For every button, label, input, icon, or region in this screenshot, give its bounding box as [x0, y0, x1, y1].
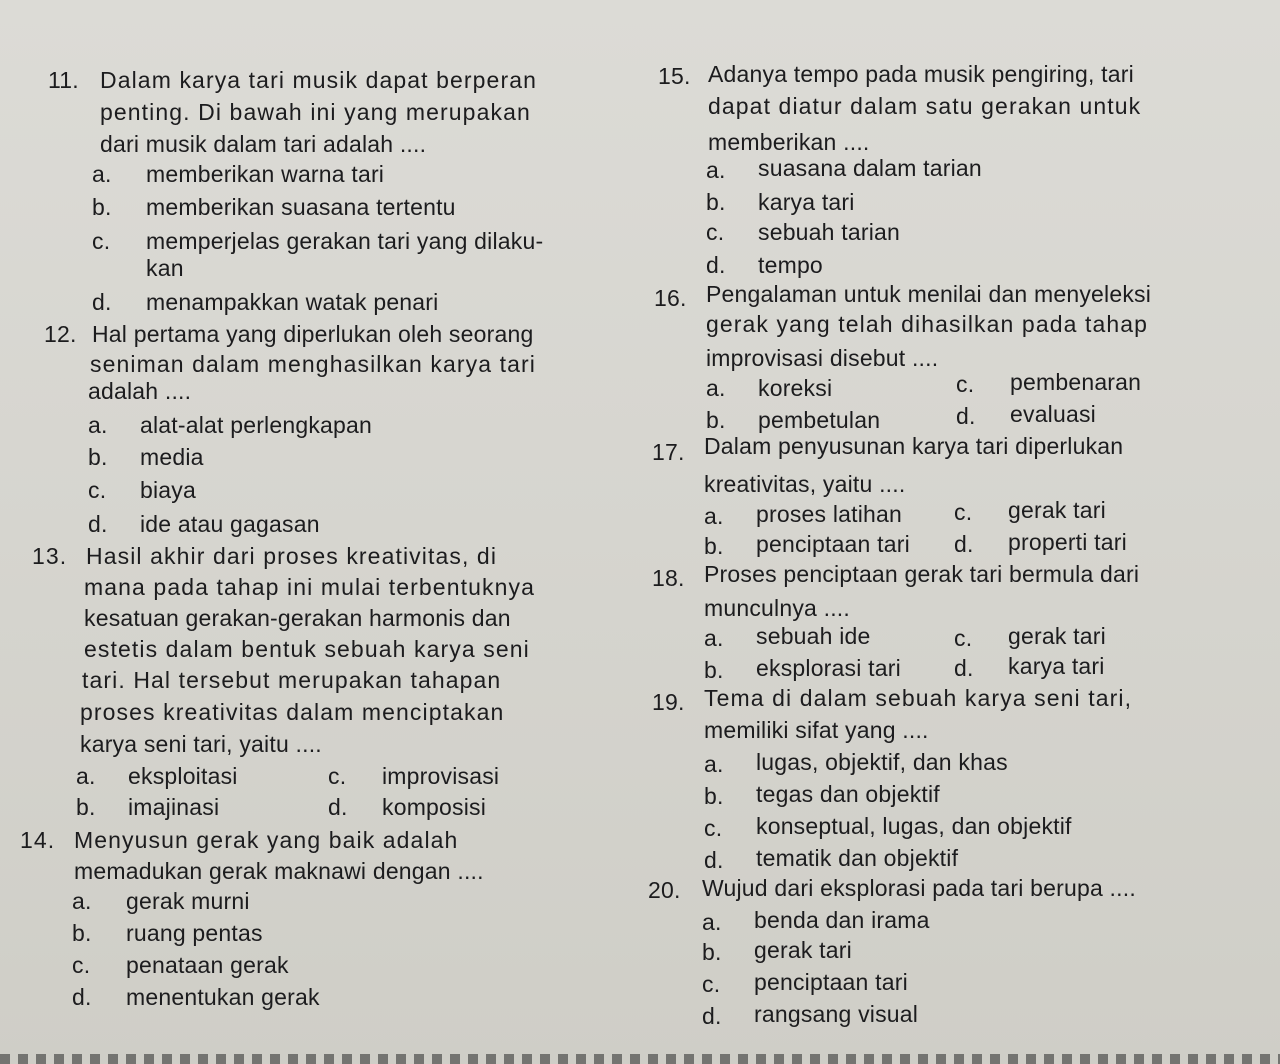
option-letter: a.	[706, 375, 726, 401]
option-text: menampakkan watak penari	[146, 289, 439, 315]
option-letter: a.	[704, 503, 724, 529]
question-number: 14.	[20, 827, 56, 853]
option-letter: c.	[88, 477, 107, 503]
option-text: gerak tari	[754, 937, 852, 963]
option-letter: d.	[88, 511, 108, 537]
question-stem-line: seniman dalam menghasilkan karya tari	[90, 351, 536, 377]
question-stem-line: proses kreativitas dalam menciptakan	[80, 699, 505, 725]
option-text: imajinasi	[128, 794, 220, 820]
option-text: konseptual, lugas, dan objektif	[756, 813, 1072, 839]
option-text: properti tari	[1008, 529, 1127, 555]
option-letter: a.	[72, 888, 92, 914]
option-letter: c.	[92, 228, 111, 254]
option-letter: b.	[704, 533, 724, 559]
option-text: gerak murni	[126, 888, 250, 914]
option-letter: c.	[706, 219, 725, 245]
option-text: penciptaan tari	[754, 969, 908, 995]
option-text: memberikan warna tari	[146, 161, 385, 187]
option-text: karya tari	[758, 189, 855, 215]
question-stem-line: tari. Hal tersebut merupakan tahapan	[82, 667, 502, 693]
question-stem-line: Hasil akhir dari proses kreativitas, di	[86, 543, 498, 569]
question-stem-line: Tema di dalam sebuah karya seni tari,	[704, 685, 1133, 711]
option-letter: b.	[706, 407, 726, 433]
question-number: 17.	[652, 439, 685, 465]
option-text: media	[140, 444, 204, 470]
option-text: tegas dan objektif	[756, 781, 940, 807]
option-letter: d.	[328, 794, 348, 820]
option-text: gerak tari	[1008, 623, 1106, 649]
option-letter: d.	[702, 1003, 722, 1029]
option-letter: c.	[702, 971, 721, 997]
question-stem-line: Dalam karya tari musik dapat berperan	[100, 67, 537, 93]
question-stem-line: mana pada tahap ini mulai terbentuknya	[84, 574, 535, 600]
question-stem-line: penting. Di bawah ini yang merupakan	[100, 99, 531, 125]
question-stem-line: memberikan ....	[708, 129, 870, 155]
option-letter: c.	[704, 815, 723, 841]
option-text-continuation: kan	[146, 255, 184, 281]
question-number: 15.	[658, 63, 691, 89]
option-letter: d.	[956, 403, 976, 429]
question-number: 16.	[654, 285, 687, 311]
option-text: proses latihan	[756, 501, 902, 527]
option-text: eksploitasi	[128, 763, 238, 789]
question-stem-line: munculnya ....	[704, 595, 850, 621]
question-stem-line: Proses penciptaan gerak tari bermula dari	[704, 561, 1140, 587]
option-text: tempo	[758, 252, 823, 278]
question-number: 18.	[652, 565, 685, 591]
option-letter: a.	[76, 763, 96, 789]
question-stem-line: kreativitas, yaitu ....	[704, 471, 906, 497]
question-number: 11.	[48, 67, 79, 93]
question-stem-line: estetis dalam bentuk sebuah karya seni	[84, 636, 530, 662]
question-stem-line: Pengalaman untuk menilai dan menyeleksi	[706, 281, 1152, 307]
option-text: suasana dalam tarian	[758, 155, 982, 181]
option-text: ruang pentas	[126, 920, 263, 946]
option-letter: b.	[92, 194, 112, 220]
option-letter: c.	[954, 499, 973, 525]
option-text: evaluasi	[1010, 401, 1096, 427]
option-text: pembenaran	[1010, 369, 1142, 395]
option-letter: b.	[88, 444, 108, 470]
option-text: rangsang visual	[754, 1001, 919, 1027]
option-letter: b.	[702, 939, 722, 965]
question-number: 13.	[32, 543, 68, 569]
option-letter: a.	[704, 625, 724, 651]
option-text: karya tari	[1008, 653, 1105, 679]
option-text: penataan gerak	[126, 952, 289, 978]
option-text: improvisasi	[382, 763, 500, 789]
option-text: koreksi	[758, 375, 833, 401]
question-stem-line: improvisasi disebut ....	[706, 345, 939, 371]
option-letter: a.	[92, 161, 112, 187]
question-stem-line: Dalam penyusunan karya tari diperlukan	[704, 433, 1124, 459]
option-text: alat-alat perlengkapan	[140, 412, 373, 438]
option-letter: d.	[706, 252, 726, 278]
option-text: memberikan suasana tertentu	[146, 194, 456, 220]
option-letter: d.	[954, 531, 974, 557]
option-text: menentukan gerak	[126, 984, 320, 1010]
option-text: ide atau gagasan	[140, 511, 320, 537]
option-letter: c.	[72, 952, 91, 978]
option-letter: d.	[72, 984, 92, 1010]
question-stem-line: Hal pertama yang diperlukan oleh seorang	[92, 321, 534, 347]
option-letter: c.	[956, 371, 975, 397]
option-text: sebuah tarian	[758, 219, 900, 245]
option-text: benda dan irama	[754, 907, 930, 933]
option-letter: d.	[954, 655, 974, 681]
question-stem-line: adalah ....	[88, 378, 192, 404]
option-letter: d.	[704, 847, 724, 873]
option-letter: c.	[954, 625, 973, 651]
option-text: komposisi	[382, 794, 487, 820]
option-letter: a.	[704, 751, 724, 777]
question-stem-line: memiliki sifat yang ....	[704, 717, 929, 743]
option-text: memperjelas gerakan tari yang dilaku-	[146, 228, 544, 254]
question-stem-line: dari musik dalam tari adalah ....	[100, 131, 427, 157]
question-stem-line: karya seni tari, yaitu ....	[80, 731, 322, 757]
option-letter: a.	[702, 909, 722, 935]
option-letter: a.	[706, 157, 726, 183]
option-letter: a.	[88, 412, 108, 438]
option-letter: b.	[72, 920, 92, 946]
question-stem-line: gerak yang telah dihasilkan pada tahap	[706, 311, 1149, 337]
question-stem-line: memadukan gerak maknawi dengan ....	[74, 858, 484, 884]
option-letter: c.	[328, 763, 347, 789]
option-text: gerak tari	[1008, 497, 1106, 523]
option-text: penciptaan tari	[756, 531, 910, 557]
question-stem-line: dapat diatur dalam satu gerakan untuk	[708, 93, 1142, 119]
option-letter: d.	[92, 289, 112, 315]
option-text: eksplorasi tari	[756, 655, 901, 681]
option-letter: b.	[704, 783, 724, 809]
question-number: 19.	[652, 689, 685, 715]
option-letter: b.	[704, 657, 724, 683]
question-number: 12.	[44, 321, 77, 347]
option-text: tematik dan objektif	[756, 845, 959, 871]
question-stem-line: Menyusun gerak yang baik adalah	[74, 827, 459, 853]
option-letter: b.	[706, 189, 726, 215]
question-stem-line: kesatuan gerakan-gerakan harmonis dan	[84, 605, 511, 631]
question-stem-line: Wujud dari eksplorasi pada tari berupa ....	[702, 875, 1136, 901]
option-letter: b.	[76, 794, 96, 820]
cut-off-text-edge	[0, 1054, 1280, 1064]
question-number: 20.	[648, 877, 681, 903]
option-text: sebuah ide	[756, 623, 871, 649]
option-text: biaya	[140, 477, 196, 503]
option-text: pembetulan	[758, 407, 881, 433]
question-stem-line: Adanya tempo pada musik pengiring, tari	[708, 61, 1134, 87]
option-text: lugas, objektif, dan khas	[756, 749, 1008, 775]
